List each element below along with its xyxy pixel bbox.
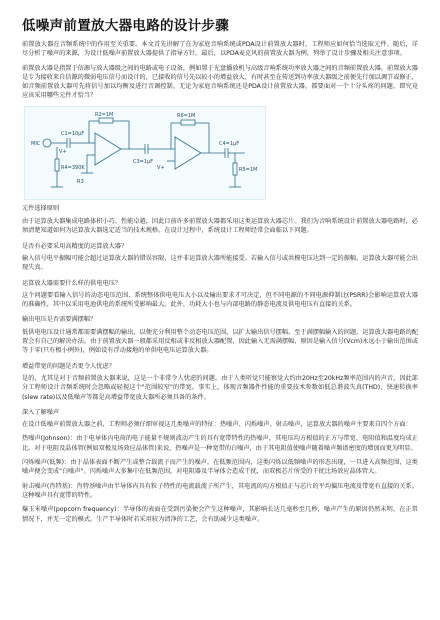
- answer-1: 输入信号电平振幅可能会超过运算放大器的错误容限，这并非运算放大器所能接受。若输入信号或共模电压达到一定的振幅，运算放大器可能会出现失真。: [22, 254, 418, 272]
- flicker-noise-paragraph: 闪烁噪声(低频)：由于晶体表面不断产生或整合载流子而产生的噪声。在低频范围内，这类闪烁以低频噪声的形态出现，一旦进入高频范围，这类噪声便会变成"白噪声"。闪烁噪声大多集中在低频范围，对电阻器及半导体会造成干扰，而双极芯片所受的干扰比场效应晶体管大。: [22, 459, 418, 476]
- label-r5: R5=1M: [239, 166, 258, 173]
- label-c3: C3=1μF: [133, 158, 154, 165]
- selection-paragraph: 由于运算放大器集成电路体积小巧、性能卓越，因此目前许多前置放大器都采用这类运算放大器芯片。我们为音响系统设计前置放大器电路时，必须清楚知道如何为运算放大器选定适当的技术规格。在设计过程中，系统设计工程师经常会面临以下问题。: [22, 218, 418, 235]
- question-1: 是否有必要采用高精度的运算放大器？: [22, 242, 128, 250]
- label-c1: C1=10μF: [61, 130, 85, 137]
- question-2: 运算放大器需要什么样的供电电压？: [22, 279, 121, 287]
- answer-2: 这个问题要看输入信号的动态电压范围、系统整体供电电压大小以及输出要求才可决定，但不同电源的不同电源抑制比(PSRR)会影响运算放大器的准确性，其中以采用电池供电的系统所受影响最大。此外，功耗大小也与内部电路的静态电流及供电电压有直接的关系。: [22, 291, 418, 309]
- label-r4: R4=390K: [61, 164, 85, 171]
- article-title: 低噪声前置放大器电路的设计步骤: [22, 18, 229, 34]
- circuit-diagram: [24, 106, 266, 200]
- label-r6: R6=1M: [177, 112, 196, 119]
- label-vplus-1: V+: [59, 148, 67, 155]
- label-r2: R2=1M: [95, 111, 114, 118]
- answer-3: 低供电电压设计通常都需要满摆幅的输出，以便充分利用整个动态电压范围，以扩大输出信号摆幅。至于满摆幅输入的问题，运算放大器电路的配置会有自己的解决办法。由于前置放大器一般都采用反相或非反相放大器配置，因此输入无需满摆幅，原因是输入信号(Vcm)永远小于输出范围或等于零(只有极小例外)，例如设有浮动接地的单供电电压运算放大器。: [22, 328, 418, 355]
- resistor-r5: [233, 163, 237, 175]
- circuit-schematic: [25, 107, 265, 199]
- section-heading-selection: 元件选择原则: [22, 204, 60, 212]
- label-c4: C4=1μF: [219, 140, 240, 147]
- answer-5: 在设计低噪声前置放大器之前，工程师必须仔细审视这几类噪声的特征：热噪声、闪烁噪声、射击噪声，运算放大器的噪声主要来自四个方面：: [22, 421, 412, 429]
- microphone-symbol: [43, 139, 51, 147]
- opamp-2: [175, 137, 201, 169]
- label-mic: MIC: [31, 140, 41, 147]
- answer-4: 是的，尤其是对于音频前置放大器来说，这是一个非常令人忧虑的问题。由于人类听觉只能察觉大约由20Hz至20kHz频率范围内的声音，因此部分工程师设计音频系统时会忽略或轻视这个"范围较窄"的带宽。事实上，体现音频器件性能的重要技术参数如低总谐波失真(THD)、快速转换率(slew rate)以及低噪声等都是高增益带宽放大器所必须具备的条件。: [22, 374, 418, 401]
- label-r3: R3: [77, 178, 84, 185]
- label-vplus-2: V+: [157, 164, 165, 171]
- thermal-noise-paragraph: 热噪声(Johnson)：由于电导体内电荷的电子能量不规则波动产生的具有宽带特性的热噪声，其电压均方根值的正方与带宽、电阻值和温度均成正比。对于电阻及晶体管(例如双极及场效应晶体管)来说，热噪声是一种宽带的白噪声，由于其电阻值使噪声随着噪声频谱密度的增加而更为明显。: [22, 435, 418, 452]
- question-5: 深入了解噪声: [22, 408, 60, 416]
- resistor-r2: [99, 118, 113, 123]
- definition-paragraph: 前置放大器是指置于信源与放大器级之间的电路或电子设备，例如置于光盘播放机与高级音响系统功率放大器之间的音频前置放大器。前置放大器是专为接收来自信源的微弱电压信号而设计的，已接收的信号先以较小的增益放大，有时甚至在传送到功率放大器级之前便先行加以调节或修正，如音频前置放大器可先将信号加以均衡及进行音调控制。无论为家庭音响系统还是PDA设计前置放大器，都要面对一个十分头疼的问题，即究竟应该采用哪些元件才恰当？: [22, 64, 418, 100]
- resistor-r4: [55, 159, 59, 171]
- resistor-r6: [181, 120, 195, 125]
- question-4: 增益带宽的问题是否更令人忧虑？: [22, 362, 115, 370]
- intro-paragraph: 前置放大器在音频系统中的作用至关重要。本文首先讲解了在为家庭音响系统或PDA设计前置放大器时，工程师应如何恰当选取元件。随后，详尽分析了噪声的来源，为设计低噪声前置放大器提供了指导方针。最后，以PDA麦克风的前置放大器为例，列举了设计步骤及相关注意事项。: [22, 41, 418, 58]
- question-3: 输出电压是否需要满摆幅？: [22, 316, 97, 324]
- popcorn-noise-paragraph: 爆玉米噪声(popcorn frequency)：半导体的表面在受到污染便会产生这种噪声，其影响长达几毫秒至几秒，噪声产生的原因仍然未明，在正常情况下，并无一定的模式。生产半导体时若采用较为清净的工艺，会有助减少这类噪声。: [22, 506, 418, 523]
- opamp-1: [95, 133, 121, 165]
- shot-noise-paragraph: 射击噪声(肖特基)：肖特基噪声由半导体内具有粒子特性的电流载流子所产生，其电流的均方根值正与芯片的平均偏压电流及带宽有直接的关系。这种噪声具有宽带的特性。: [22, 482, 418, 499]
